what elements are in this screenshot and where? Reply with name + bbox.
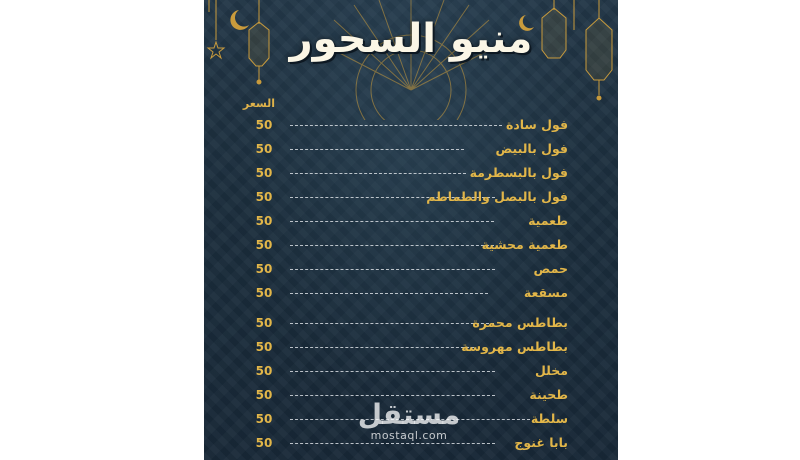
menu-item-price: 50 (255, 214, 273, 228)
dotted-leader (290, 323, 494, 324)
menu-item-name: طعمية محشية (481, 237, 568, 252)
menu-item-name: بطاطس مهروسة (461, 339, 568, 354)
menu-item-row (204, 212, 618, 232)
menu-item-row (204, 236, 618, 256)
menu-item-price: 50 (255, 190, 273, 204)
watermark-arabic: مستقل (357, 398, 461, 431)
menu-item-price: 50 (255, 364, 273, 378)
menu-item-price: 50 (255, 286, 273, 300)
watermark-latin: mostaql.com (370, 429, 448, 442)
menu-item-row (204, 164, 618, 184)
dotted-leader (290, 221, 494, 222)
menu-item-name: بطاطس محمرة (472, 315, 568, 330)
menu-item-price: 50 (255, 316, 273, 330)
dotted-leader (290, 173, 466, 174)
menu-item-price: 50 (255, 142, 273, 156)
menu-item-name: سلطة (530, 411, 568, 426)
menu-item-name: فول بالبيض (495, 141, 568, 156)
dotted-leader (290, 347, 474, 348)
menu-item-name: طحينة (529, 387, 568, 402)
menu-item-name: حمص (533, 261, 568, 276)
menu-item-row (204, 314, 618, 334)
menu-item-price: 50 (255, 412, 273, 426)
menu-item-price: 50 (255, 238, 273, 252)
menu-item-price: 50 (255, 436, 273, 450)
menu-item-row (204, 116, 618, 136)
menu-item-name: طعمية (528, 213, 568, 228)
dotted-leader (290, 443, 495, 444)
menu-item-price: 50 (255, 340, 273, 354)
menu-item-row (204, 362, 618, 382)
mostaql-watermark (349, 400, 469, 442)
menu-item-row (204, 260, 618, 280)
menu-item-row (204, 188, 618, 208)
dotted-leader (290, 125, 502, 126)
menu-item-price: 50 (255, 166, 273, 180)
dotted-leader (290, 395, 495, 396)
menu-item-name: مسقعة (523, 285, 568, 300)
menu-item-name: مخلل (534, 363, 568, 378)
page-title: منيو السحور (289, 16, 533, 62)
menu-item-name: بابا غنوج (514, 435, 568, 450)
dotted-leader (290, 269, 495, 270)
menu-item-price: 50 (255, 388, 273, 402)
dotted-leader (290, 245, 494, 246)
menu-item-name: فول بالبصل والطماطم (426, 189, 568, 204)
menu-item-row (204, 284, 618, 304)
menu-item-price: 50 (255, 262, 273, 276)
menu-item-price: 50 (255, 118, 273, 132)
dotted-leader (290, 293, 488, 294)
menu-item-name: فول سادة (506, 117, 568, 132)
menu-item-name: فول بالبسطرمة (469, 165, 568, 180)
menu-item-row (204, 338, 618, 358)
dotted-leader (290, 149, 464, 150)
price-column-header: السعر (242, 97, 276, 110)
menu-item-row (204, 140, 618, 160)
dotted-leader (290, 371, 495, 372)
menu-poster (204, 0, 618, 460)
